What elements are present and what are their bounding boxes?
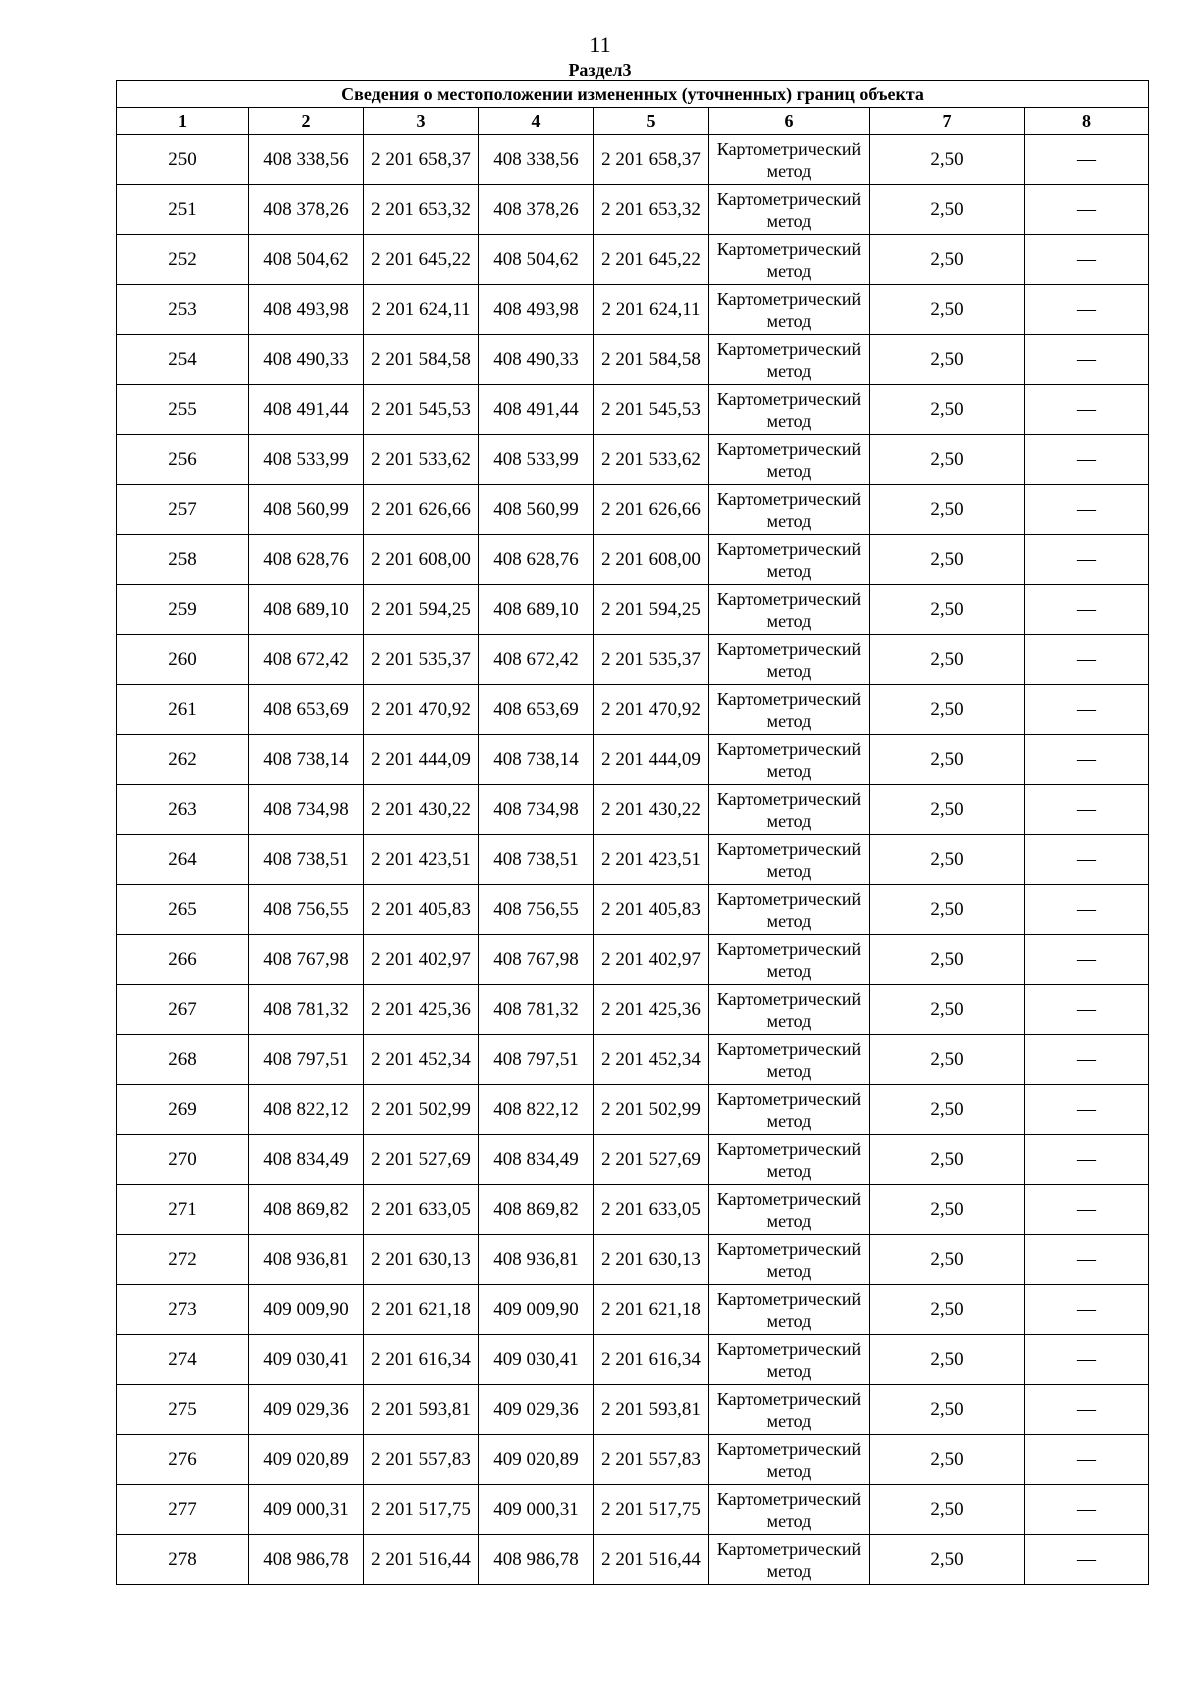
accuracy-cell: 2,50 xyxy=(870,185,1025,235)
accuracy-cell: 2,50 xyxy=(870,1435,1025,1485)
description-cell: — xyxy=(1025,1135,1149,1185)
y-existing-cell: 2 201 653,32 xyxy=(364,185,479,235)
description-cell: — xyxy=(1025,1335,1149,1385)
y-refined-cell: 2 201 545,53 xyxy=(594,385,709,435)
column-header: 7 xyxy=(870,108,1025,135)
method-cell: Картометрический метод xyxy=(709,935,870,985)
description-cell: — xyxy=(1025,885,1149,935)
accuracy-cell: 2,50 xyxy=(870,1535,1025,1585)
y-refined-cell: 2 201 621,18 xyxy=(594,1285,709,1335)
x-refined-cell: 408 986,78 xyxy=(479,1535,594,1585)
x-existing-cell: 409 029,36 xyxy=(249,1385,364,1435)
x-existing-cell: 408 689,10 xyxy=(249,585,364,635)
table-row xyxy=(117,485,1149,535)
point-number-cell: 271 xyxy=(117,1185,249,1235)
method-cell: Картометрический метод xyxy=(709,485,870,535)
description-cell: — xyxy=(1025,1385,1149,1435)
table-row xyxy=(117,535,1149,585)
method-cell: Картометрический метод xyxy=(709,1085,870,1135)
y-existing-cell: 2 201 593,81 xyxy=(364,1385,479,1435)
method-cell: Картометрический метод xyxy=(709,235,870,285)
table-row xyxy=(117,285,1149,335)
accuracy-cell: 2,50 xyxy=(870,235,1025,285)
x-existing-cell: 408 767,98 xyxy=(249,935,364,985)
y-existing-cell: 2 201 423,51 xyxy=(364,835,479,885)
column-header: 1 xyxy=(117,108,249,135)
x-refined-cell: 408 767,98 xyxy=(479,935,594,985)
y-refined-cell: 2 201 557,83 xyxy=(594,1435,709,1485)
table-row xyxy=(117,585,1149,635)
method-cell: Картометрический метод xyxy=(709,1335,870,1385)
description-cell: — xyxy=(1025,1435,1149,1485)
accuracy-cell: 2,50 xyxy=(870,1135,1025,1185)
y-refined-cell: 2 201 593,81 xyxy=(594,1385,709,1435)
x-refined-cell: 409 009,90 xyxy=(479,1285,594,1335)
x-existing-cell: 408 797,51 xyxy=(249,1035,364,1085)
table-header-row xyxy=(117,108,1149,135)
table-row xyxy=(117,835,1149,885)
x-refined-cell: 408 653,69 xyxy=(479,685,594,735)
accuracy-cell: 2,50 xyxy=(870,385,1025,435)
point-number-cell: 251 xyxy=(117,185,249,235)
y-refined-cell: 2 201 645,22 xyxy=(594,235,709,285)
x-existing-cell: 409 030,41 xyxy=(249,1335,364,1385)
table-row xyxy=(117,1035,1149,1085)
description-cell: — xyxy=(1025,1235,1149,1285)
method-cell: Картометрический метод xyxy=(709,1385,870,1435)
accuracy-cell: 2,50 xyxy=(870,135,1025,185)
section-title: Раздел3 xyxy=(568,60,632,80)
point-number-cell: 266 xyxy=(117,935,249,985)
y-existing-cell: 2 201 658,37 xyxy=(364,135,479,185)
x-refined-cell: 408 533,99 xyxy=(479,435,594,485)
y-existing-cell: 2 201 633,05 xyxy=(364,1185,479,1235)
y-refined-cell: 2 201 630,13 xyxy=(594,1235,709,1285)
y-refined-cell: 2 201 624,11 xyxy=(594,285,709,335)
column-header: 2 xyxy=(249,108,364,135)
description-cell: — xyxy=(1025,1085,1149,1135)
description-cell: — xyxy=(1025,985,1149,1035)
table-row xyxy=(117,885,1149,935)
column-header: 8 xyxy=(1025,108,1149,135)
x-existing-cell: 408 338,56 xyxy=(249,135,364,185)
method-cell: Картометрический метод xyxy=(709,435,870,485)
accuracy-cell: 2,50 xyxy=(870,435,1025,485)
x-refined-cell: 408 628,76 xyxy=(479,535,594,585)
y-refined-cell: 2 201 470,92 xyxy=(594,685,709,735)
y-existing-cell: 2 201 517,75 xyxy=(364,1485,479,1535)
method-cell: Картометрический метод xyxy=(709,585,870,635)
method-cell: Картометрический метод xyxy=(709,1285,870,1335)
accuracy-cell: 2,50 xyxy=(870,1485,1025,1535)
point-number-cell: 270 xyxy=(117,1135,249,1185)
method-cell: Картометрический метод xyxy=(709,1135,870,1185)
accuracy-cell: 2,50 xyxy=(870,635,1025,685)
x-refined-cell: 408 493,98 xyxy=(479,285,594,335)
x-existing-cell: 408 756,55 xyxy=(249,885,364,935)
table-row xyxy=(117,1085,1149,1135)
column-header: 6 xyxy=(709,108,870,135)
description-cell: — xyxy=(1025,935,1149,985)
accuracy-cell: 2,50 xyxy=(870,1035,1025,1085)
point-number-cell: 254 xyxy=(117,335,249,385)
method-cell: Картометрический метод xyxy=(709,885,870,935)
y-refined-cell: 2 201 658,37 xyxy=(594,135,709,185)
point-number-cell: 274 xyxy=(117,1335,249,1385)
accuracy-cell: 2,50 xyxy=(870,935,1025,985)
x-existing-cell: 408 781,32 xyxy=(249,985,364,1035)
x-existing-cell: 408 738,14 xyxy=(249,735,364,785)
y-refined-cell: 2 201 517,75 xyxy=(594,1485,709,1535)
accuracy-cell: 2,50 xyxy=(870,485,1025,535)
table-row xyxy=(117,985,1149,1035)
description-cell: — xyxy=(1025,235,1149,285)
point-number-cell: 269 xyxy=(117,1085,249,1135)
table-row xyxy=(117,1135,1149,1185)
y-refined-cell: 2 201 425,36 xyxy=(594,985,709,1035)
description-cell: — xyxy=(1025,1535,1149,1585)
method-cell: Картометрический метод xyxy=(709,335,870,385)
accuracy-cell: 2,50 xyxy=(870,1285,1025,1335)
table-row xyxy=(117,1335,1149,1385)
y-existing-cell: 2 201 527,69 xyxy=(364,1135,479,1185)
y-existing-cell: 2 201 545,53 xyxy=(364,385,479,435)
method-cell: Картометрический метод xyxy=(709,835,870,885)
x-refined-cell: 408 834,49 xyxy=(479,1135,594,1185)
accuracy-cell: 2,50 xyxy=(870,885,1025,935)
x-existing-cell: 408 653,69 xyxy=(249,685,364,735)
accuracy-cell: 2,50 xyxy=(870,785,1025,835)
y-refined-cell: 2 201 405,83 xyxy=(594,885,709,935)
y-refined-cell: 2 201 594,25 xyxy=(594,585,709,635)
x-existing-cell: 408 560,99 xyxy=(249,485,364,535)
table-row xyxy=(117,1435,1149,1485)
method-cell: Картометрический метод xyxy=(709,285,870,335)
x-existing-cell: 408 986,78 xyxy=(249,1535,364,1585)
y-existing-cell: 2 201 470,92 xyxy=(364,685,479,735)
x-refined-cell: 408 756,55 xyxy=(479,885,594,935)
x-existing-cell: 408 628,76 xyxy=(249,535,364,585)
description-cell: — xyxy=(1025,585,1149,635)
y-refined-cell: 2 201 584,58 xyxy=(594,335,709,385)
method-cell: Картометрический метод xyxy=(709,1435,870,1485)
y-existing-cell: 2 201 594,25 xyxy=(364,585,479,635)
point-number-cell: 257 xyxy=(117,485,249,535)
y-refined-cell: 2 201 502,99 xyxy=(594,1085,709,1135)
table-row xyxy=(117,1185,1149,1235)
x-refined-cell: 408 781,32 xyxy=(479,985,594,1035)
table-row xyxy=(117,935,1149,985)
y-existing-cell: 2 201 616,34 xyxy=(364,1335,479,1385)
y-existing-cell: 2 201 402,97 xyxy=(364,935,479,985)
point-number-cell: 259 xyxy=(117,585,249,635)
y-existing-cell: 2 201 535,37 xyxy=(364,635,479,685)
description-cell: — xyxy=(1025,185,1149,235)
x-refined-cell: 408 689,10 xyxy=(479,585,594,635)
table-row xyxy=(117,635,1149,685)
y-existing-cell: 2 201 516,44 xyxy=(364,1535,479,1585)
description-cell: — xyxy=(1025,135,1149,185)
x-existing-cell: 408 490,33 xyxy=(249,335,364,385)
description-cell: — xyxy=(1025,685,1149,735)
method-cell: Картометрический метод xyxy=(709,1535,870,1585)
point-number-cell: 261 xyxy=(117,685,249,735)
y-existing-cell: 2 201 405,83 xyxy=(364,885,479,935)
x-existing-cell: 408 869,82 xyxy=(249,1185,364,1235)
x-refined-cell: 408 672,42 xyxy=(479,635,594,685)
description-cell: — xyxy=(1025,635,1149,685)
x-existing-cell: 408 504,62 xyxy=(249,235,364,285)
y-refined-cell: 2 201 608,00 xyxy=(594,535,709,585)
table-row xyxy=(117,1235,1149,1285)
y-existing-cell: 2 201 645,22 xyxy=(364,235,479,285)
point-number-cell: 267 xyxy=(117,985,249,1035)
y-refined-cell: 2 201 516,44 xyxy=(594,1535,709,1585)
description-cell: — xyxy=(1025,835,1149,885)
accuracy-cell: 2,50 xyxy=(870,1235,1025,1285)
table-row xyxy=(117,135,1149,185)
column-header: 4 xyxy=(479,108,594,135)
x-existing-cell: 408 834,49 xyxy=(249,1135,364,1185)
x-existing-cell: 408 378,26 xyxy=(249,185,364,235)
method-cell: Картометрический метод xyxy=(709,1235,870,1285)
method-cell: Картометрический метод xyxy=(709,1035,870,1085)
description-cell: — xyxy=(1025,385,1149,435)
description-cell: — xyxy=(1025,435,1149,485)
point-number-cell: 258 xyxy=(117,535,249,585)
accuracy-cell: 2,50 xyxy=(870,285,1025,335)
accuracy-cell: 2,50 xyxy=(870,535,1025,585)
y-existing-cell: 2 201 533,62 xyxy=(364,435,479,485)
point-number-cell: 264 xyxy=(117,835,249,885)
point-number-cell: 256 xyxy=(117,435,249,485)
x-existing-cell: 408 936,81 xyxy=(249,1235,364,1285)
table-row xyxy=(117,1485,1149,1535)
x-refined-cell: 408 490,33 xyxy=(479,335,594,385)
accuracy-cell: 2,50 xyxy=(870,1335,1025,1385)
y-existing-cell: 2 201 502,99 xyxy=(364,1085,479,1135)
x-refined-cell: 408 560,99 xyxy=(479,485,594,535)
x-refined-cell: 408 869,82 xyxy=(479,1185,594,1235)
table-row xyxy=(117,685,1149,735)
x-existing-cell: 409 020,89 xyxy=(249,1435,364,1485)
table-caption-row xyxy=(117,81,1149,108)
x-refined-cell: 408 504,62 xyxy=(479,235,594,285)
method-cell: Картометрический метод xyxy=(709,135,870,185)
point-number-cell: 250 xyxy=(117,135,249,185)
x-refined-cell: 408 738,51 xyxy=(479,835,594,885)
y-refined-cell: 2 201 535,37 xyxy=(594,635,709,685)
accuracy-cell: 2,50 xyxy=(870,1185,1025,1235)
description-cell: — xyxy=(1025,1035,1149,1085)
method-cell: Картометрический метод xyxy=(709,635,870,685)
point-number-cell: 268 xyxy=(117,1035,249,1085)
x-refined-cell: 408 822,12 xyxy=(479,1085,594,1135)
coordinates-table xyxy=(116,80,1149,1585)
y-existing-cell: 2 201 557,83 xyxy=(364,1435,479,1485)
x-refined-cell: 408 734,98 xyxy=(479,785,594,835)
y-refined-cell: 2 201 633,05 xyxy=(594,1185,709,1235)
point-number-cell: 272 xyxy=(117,1235,249,1285)
page-number: 11 xyxy=(589,32,611,57)
y-existing-cell: 2 201 584,58 xyxy=(364,335,479,385)
x-existing-cell: 408 738,51 xyxy=(249,835,364,885)
description-cell: — xyxy=(1025,735,1149,785)
description-cell: — xyxy=(1025,335,1149,385)
description-cell: — xyxy=(1025,1485,1149,1535)
point-number-cell: 275 xyxy=(117,1385,249,1435)
description-cell: — xyxy=(1025,535,1149,585)
accuracy-cell: 2,50 xyxy=(870,985,1025,1035)
x-refined-cell: 409 020,89 xyxy=(479,1435,594,1485)
y-refined-cell: 2 201 527,69 xyxy=(594,1135,709,1185)
x-existing-cell: 409 000,31 xyxy=(249,1485,364,1535)
x-existing-cell: 408 822,12 xyxy=(249,1085,364,1135)
point-number-cell: 252 xyxy=(117,235,249,285)
y-existing-cell: 2 201 630,13 xyxy=(364,1235,479,1285)
accuracy-cell: 2,50 xyxy=(870,1085,1025,1135)
x-existing-cell: 408 672,42 xyxy=(249,635,364,685)
table-row xyxy=(117,185,1149,235)
method-cell: Картометрический метод xyxy=(709,685,870,735)
x-refined-cell: 409 000,31 xyxy=(479,1485,594,1535)
y-refined-cell: 2 201 626,66 xyxy=(594,485,709,535)
y-refined-cell: 2 201 444,09 xyxy=(594,735,709,785)
x-existing-cell: 408 734,98 xyxy=(249,785,364,835)
table-row xyxy=(117,435,1149,485)
accuracy-cell: 2,50 xyxy=(870,335,1025,385)
method-cell: Картометрический метод xyxy=(709,735,870,785)
point-number-cell: 265 xyxy=(117,885,249,935)
accuracy-cell: 2,50 xyxy=(870,585,1025,635)
description-cell: — xyxy=(1025,1285,1149,1335)
y-refined-cell: 2 201 653,32 xyxy=(594,185,709,235)
x-existing-cell: 408 493,98 xyxy=(249,285,364,335)
column-header: 5 xyxy=(594,108,709,135)
point-number-cell: 253 xyxy=(117,285,249,335)
method-cell: Картометрический метод xyxy=(709,185,870,235)
description-cell: — xyxy=(1025,285,1149,335)
method-cell: Картометрический метод xyxy=(709,985,870,1035)
y-existing-cell: 2 201 621,18 xyxy=(364,1285,479,1335)
y-refined-cell: 2 201 452,34 xyxy=(594,1035,709,1085)
accuracy-cell: 2,50 xyxy=(870,1385,1025,1435)
x-refined-cell: 408 797,51 xyxy=(479,1035,594,1085)
y-refined-cell: 2 201 402,97 xyxy=(594,935,709,985)
method-cell: Картометрический метод xyxy=(709,1485,870,1535)
table-row xyxy=(117,385,1149,435)
table-caption: Сведения о местоположении измененных (уточненных) границ объекта xyxy=(117,81,1149,108)
accuracy-cell: 2,50 xyxy=(870,835,1025,885)
table-row xyxy=(117,335,1149,385)
table-row xyxy=(117,1285,1149,1335)
y-existing-cell: 2 201 624,11 xyxy=(364,285,479,335)
table-row xyxy=(117,785,1149,835)
y-existing-cell: 2 201 626,66 xyxy=(364,485,479,535)
accuracy-cell: 2,50 xyxy=(870,735,1025,785)
description-cell: — xyxy=(1025,785,1149,835)
table-row xyxy=(117,735,1149,785)
x-refined-cell: 409 029,36 xyxy=(479,1385,594,1435)
point-number-cell: 260 xyxy=(117,635,249,685)
y-refined-cell: 2 201 533,62 xyxy=(594,435,709,485)
table-row xyxy=(117,235,1149,285)
y-existing-cell: 2 201 425,36 xyxy=(364,985,479,1035)
table-row xyxy=(117,1535,1149,1585)
x-refined-cell: 409 030,41 xyxy=(479,1335,594,1385)
column-header: 3 xyxy=(364,108,479,135)
y-existing-cell: 2 201 452,34 xyxy=(364,1035,479,1085)
point-number-cell: 277 xyxy=(117,1485,249,1535)
table-row xyxy=(117,1385,1149,1435)
accuracy-cell: 2,50 xyxy=(870,685,1025,735)
y-refined-cell: 2 201 616,34 xyxy=(594,1335,709,1385)
y-existing-cell: 2 201 430,22 xyxy=(364,785,479,835)
y-refined-cell: 2 201 423,51 xyxy=(594,835,709,885)
x-refined-cell: 408 491,44 xyxy=(479,385,594,435)
x-refined-cell: 408 738,14 xyxy=(479,735,594,785)
x-existing-cell: 408 491,44 xyxy=(249,385,364,435)
point-number-cell: 276 xyxy=(117,1435,249,1485)
x-existing-cell: 409 009,90 xyxy=(249,1285,364,1335)
point-number-cell: 273 xyxy=(117,1285,249,1335)
x-refined-cell: 408 338,56 xyxy=(479,135,594,185)
method-cell: Картометрический метод xyxy=(709,535,870,585)
x-existing-cell: 408 533,99 xyxy=(249,435,364,485)
method-cell: Картометрический метод xyxy=(709,1185,870,1235)
point-number-cell: 278 xyxy=(117,1535,249,1585)
y-existing-cell: 2 201 608,00 xyxy=(364,535,479,585)
point-number-cell: 263 xyxy=(117,785,249,835)
description-cell: — xyxy=(1025,485,1149,535)
method-cell: Картометрический метод xyxy=(709,385,870,435)
x-refined-cell: 408 378,26 xyxy=(479,185,594,235)
x-refined-cell: 408 936,81 xyxy=(479,1235,594,1285)
point-number-cell: 255 xyxy=(117,385,249,435)
description-cell: — xyxy=(1025,1185,1149,1235)
point-number-cell: 262 xyxy=(117,735,249,785)
method-cell: Картометрический метод xyxy=(709,785,870,835)
y-existing-cell: 2 201 444,09 xyxy=(364,735,479,785)
y-refined-cell: 2 201 430,22 xyxy=(594,785,709,835)
